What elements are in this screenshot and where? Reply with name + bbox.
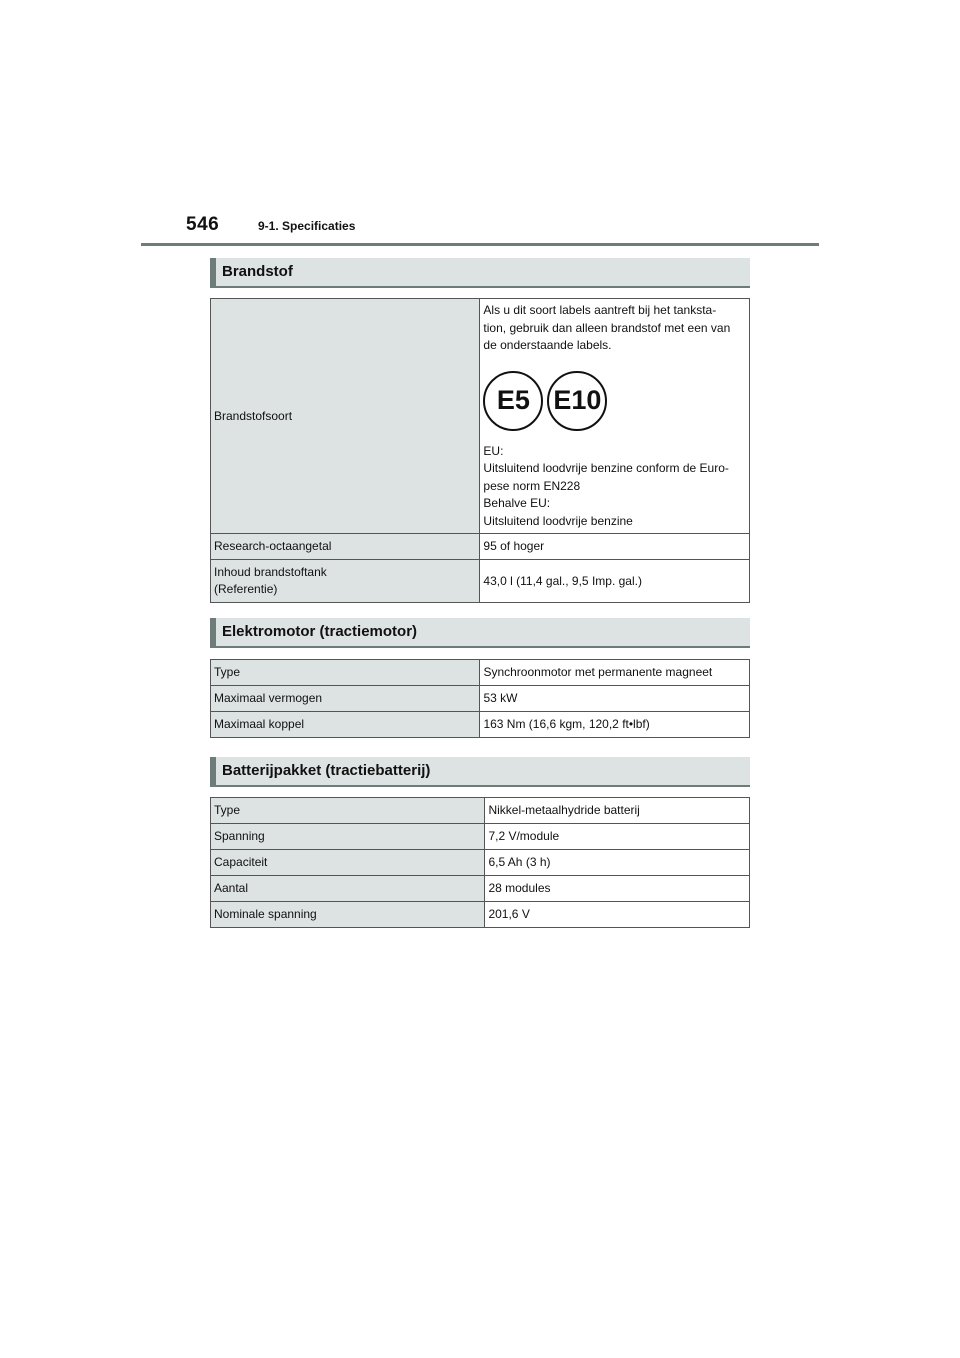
fuel-eu-line: Uitsluitend loodvrije benzine — [483, 513, 633, 528]
fuel-eu-line: Uitsluitend loodvrije benzine conform de Euro- — [483, 461, 729, 475]
page-number: 546 — [186, 214, 220, 235]
fuel-type-value — [480, 299, 750, 534]
table-value: 95 of hoger — [480, 534, 750, 560]
table-row — [211, 824, 750, 850]
table-key: Research-octaangetal — [211, 534, 480, 560]
table-key: Maximaal vermogen — [211, 686, 480, 712]
table-key-line: Inhoud brandstoftank — [214, 565, 327, 579]
table-key: Spanning — [211, 824, 485, 850]
table-value: 163 Nm (16,6 kgm, 120,2 ft•lbf) — [480, 712, 750, 738]
fuel-type-key: Brandstofsoort — [211, 299, 480, 534]
motor-table — [210, 659, 750, 738]
table-key: Type — [211, 660, 480, 686]
table-value: Synchroonmotor met permanente magneet — [480, 660, 750, 686]
fuel-note-line: de onderstaande labels. — [483, 338, 612, 352]
table-key — [211, 560, 480, 603]
fuel-eu-note — [483, 443, 746, 531]
table-value: 28 modules — [485, 876, 750, 902]
section-heading-label: Brandstof — [222, 263, 293, 280]
fuel-table — [210, 298, 750, 603]
heading-bar — [210, 757, 216, 785]
table-key: Maximaal koppel — [211, 712, 480, 738]
table-key: Nominale spanning — [211, 902, 485, 928]
table-row — [211, 712, 750, 738]
fuel-labels — [483, 371, 746, 431]
table-row — [211, 876, 750, 902]
fuel-note — [483, 302, 746, 355]
fuel-eu-line: EU: — [483, 443, 504, 458]
fuel-note-line: Als u dit soort labels aantreft bij het tanksta- — [483, 303, 717, 317]
section-heading-fuel — [210, 258, 750, 288]
table-value: 7,2 V/module — [485, 824, 750, 850]
section-heading-motor — [210, 618, 750, 648]
table-key: Type — [211, 798, 485, 824]
table-row — [211, 560, 750, 603]
table-row — [211, 686, 750, 712]
table-key: Capaciteit — [211, 850, 485, 876]
section-heading-battery — [210, 757, 750, 787]
table-row — [211, 850, 750, 876]
table-key-line: (Referentie) — [214, 582, 278, 596]
battery-table — [210, 797, 750, 928]
table-row — [211, 798, 750, 824]
fuel-eu-line: pese norm EN228 — [483, 478, 581, 493]
fuel-note-line: tion, gebruik dan alleen brandstof met een van — [483, 320, 731, 335]
chapter-title: 9-1. Specificaties — [258, 219, 356, 233]
table-key: Aantal — [211, 876, 485, 902]
table-value: 53 kW — [480, 686, 750, 712]
header-rule — [141, 243, 819, 246]
table-row — [211, 902, 750, 928]
fuel-label-e5: E5 — [483, 371, 543, 431]
fuel-eu-line: Behalve EU: — [483, 496, 551, 510]
table-row — [211, 660, 750, 686]
table-row — [211, 299, 750, 534]
table-row — [211, 534, 750, 560]
table-value: 201,6 V — [485, 902, 750, 928]
section-heading-label: Elektromotor (tractiemotor) — [222, 623, 418, 640]
fuel-label-e10: E10 — [547, 371, 607, 431]
table-value: Nikkel-metaalhydride batterij — [485, 798, 750, 824]
section-heading-label: Batterijpakket (tractiebatterij) — [222, 762, 431, 779]
heading-bar — [210, 258, 216, 286]
table-value: 43,0 l (11,4 gal., 9,5 Imp. gal.) — [480, 560, 750, 603]
table-value: 6,5 Ah (3 h) — [485, 850, 750, 876]
heading-bar — [210, 618, 216, 646]
